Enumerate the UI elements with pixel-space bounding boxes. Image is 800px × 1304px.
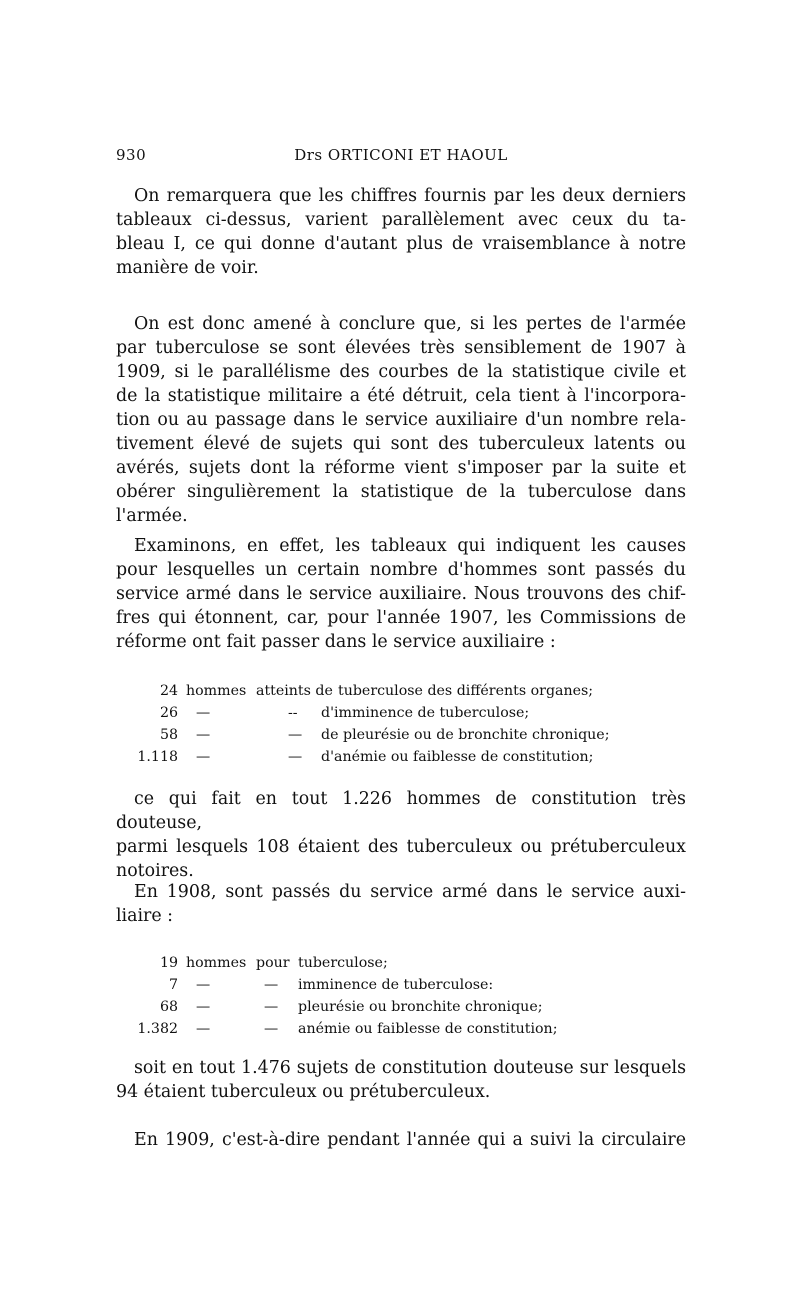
text-line: soit en tout 1.476 sujets de constitution douteuse sur lesquels [134, 1058, 686, 1078]
text-line: notoires. [116, 861, 194, 881]
list-unit: — [196, 999, 211, 1015]
page-header [116, 146, 686, 168]
text-line: Examinons, en effet, les tableaux qui indiquent les causes [134, 536, 686, 556]
list-mid: — [264, 977, 279, 993]
text-line: tivement élevé de sujets qui sont des tuberculeux latents ou [116, 434, 686, 454]
text-line: parmi lesquels 108 étaient des tuberculeux ou prétuberculeux [116, 837, 686, 857]
list-unit: — [196, 1021, 211, 1037]
text-line: par tuberculose se sont élevées très sensiblement de 1907 à [116, 338, 686, 358]
text-line: réforme ont fait passer dans le service auxiliaire : [116, 632, 556, 652]
text-line: 1909, si le parallélisme des courbes de la statistique civile et [116, 362, 686, 382]
list-mid: — [288, 749, 303, 765]
list-desc: pleurésie ou bronchite chronique; [298, 999, 543, 1015]
page-number: 930 [116, 146, 147, 164]
list-item [134, 724, 654, 746]
list-mid: -- [288, 705, 298, 721]
list-item [134, 746, 654, 768]
list-unit: — [196, 727, 211, 743]
text-line: obérer singulièrement la statistique de la tuberculose dans [116, 482, 686, 502]
list-number: 68 [159, 999, 178, 1015]
list-desc: imminence de tuberculose: [298, 977, 494, 993]
list-item [134, 996, 654, 1018]
running-title: Drs ORTICONI ET HAOUL [294, 146, 508, 164]
text-line: l'armée. [116, 506, 188, 526]
list-desc: d'imminence de tuberculose; [321, 705, 530, 721]
paragraph-4 [116, 787, 686, 883]
list-desc: d'anémie ou faiblesse de constitution; [321, 749, 594, 765]
paragraph-3 [116, 534, 686, 654]
list-desc: anémie ou faiblesse de constitution; [298, 1021, 558, 1037]
list-unit: hommes [186, 955, 247, 971]
list-item [134, 680, 654, 702]
list-mid: atteints de [256, 683, 333, 699]
list-number: 1.118 [137, 749, 178, 765]
text-line: bleau I, ce qui donne d'autant plus de vraisemblance à notre [116, 234, 686, 254]
paragraph-5 [116, 880, 686, 928]
list-mid: — [264, 999, 279, 1015]
text-line: 94 étaient tuberculeux ou prétuberculeux. [116, 1082, 491, 1102]
text-line: de la statistique militaire a été détruit, cela tient à l'incorpora- [116, 386, 686, 406]
text-line: On remarquera que les chiffres fournis par les deux derniers [134, 186, 686, 206]
list-item [134, 974, 654, 996]
list-number: 1.382 [137, 1021, 178, 1037]
text-line: ce qui fait en tout 1.226 hommes de constitution très douteuse, [116, 789, 686, 833]
paragraph-2 [116, 312, 686, 528]
list-desc: de pleurésie ou de bronchite chronique; [321, 727, 610, 743]
paragraph-1 [116, 184, 686, 280]
text-line: fres qui étonnent, car, pour l'année 1907, les Commissions de [116, 608, 686, 628]
paragraph-6 [116, 1056, 686, 1104]
list-desc: tuberculose des différents organes; [338, 683, 594, 699]
list-number: 19 [159, 955, 178, 971]
list-desc: tuberculose; [298, 955, 388, 971]
list-unit: — [196, 977, 211, 993]
list-mid: — [288, 727, 303, 743]
list-mid: pour [256, 955, 290, 971]
text-line: tion ou au passage dans le service auxiliaire d'un nombre rela- [116, 410, 686, 430]
list-unit: — [196, 749, 211, 765]
list-item [134, 702, 654, 724]
text-line: avérés, sujets dont la réforme vient s'imposer par la suite et [116, 458, 686, 478]
paragraph-7 [116, 1128, 686, 1152]
list-1908 [134, 952, 654, 1040]
text-line: En 1909, c'est-à-dire pendant l'année qui a suivi la circulaire [134, 1130, 686, 1150]
text-line: manière de voir. [116, 258, 259, 278]
list-unit: hommes [186, 683, 247, 699]
list-1907 [134, 680, 654, 768]
list-item [134, 952, 654, 974]
list-unit: — [196, 705, 211, 721]
text-line: service armé dans le service auxiliaire. Nous trouvons des chif- [116, 584, 686, 604]
list-number: 7 [168, 977, 178, 993]
text-line: liaire : [116, 906, 174, 926]
list-item [134, 1018, 654, 1040]
list-number: 58 [159, 727, 178, 743]
list-number: 26 [159, 705, 178, 721]
list-number: 24 [159, 683, 178, 699]
list-mid: — [264, 1021, 279, 1037]
text-line: tableaux ci-dessus, varient parallèlement avec ceux du ta- [116, 210, 686, 230]
text-line: pour lesquelles un certain nombre d'hommes sont passés du [116, 560, 686, 580]
text-line: En 1908, sont passés du service armé dans le service auxi- [134, 882, 686, 902]
text-line: On est donc amené à conclure que, si les pertes de l'armée [134, 314, 686, 334]
